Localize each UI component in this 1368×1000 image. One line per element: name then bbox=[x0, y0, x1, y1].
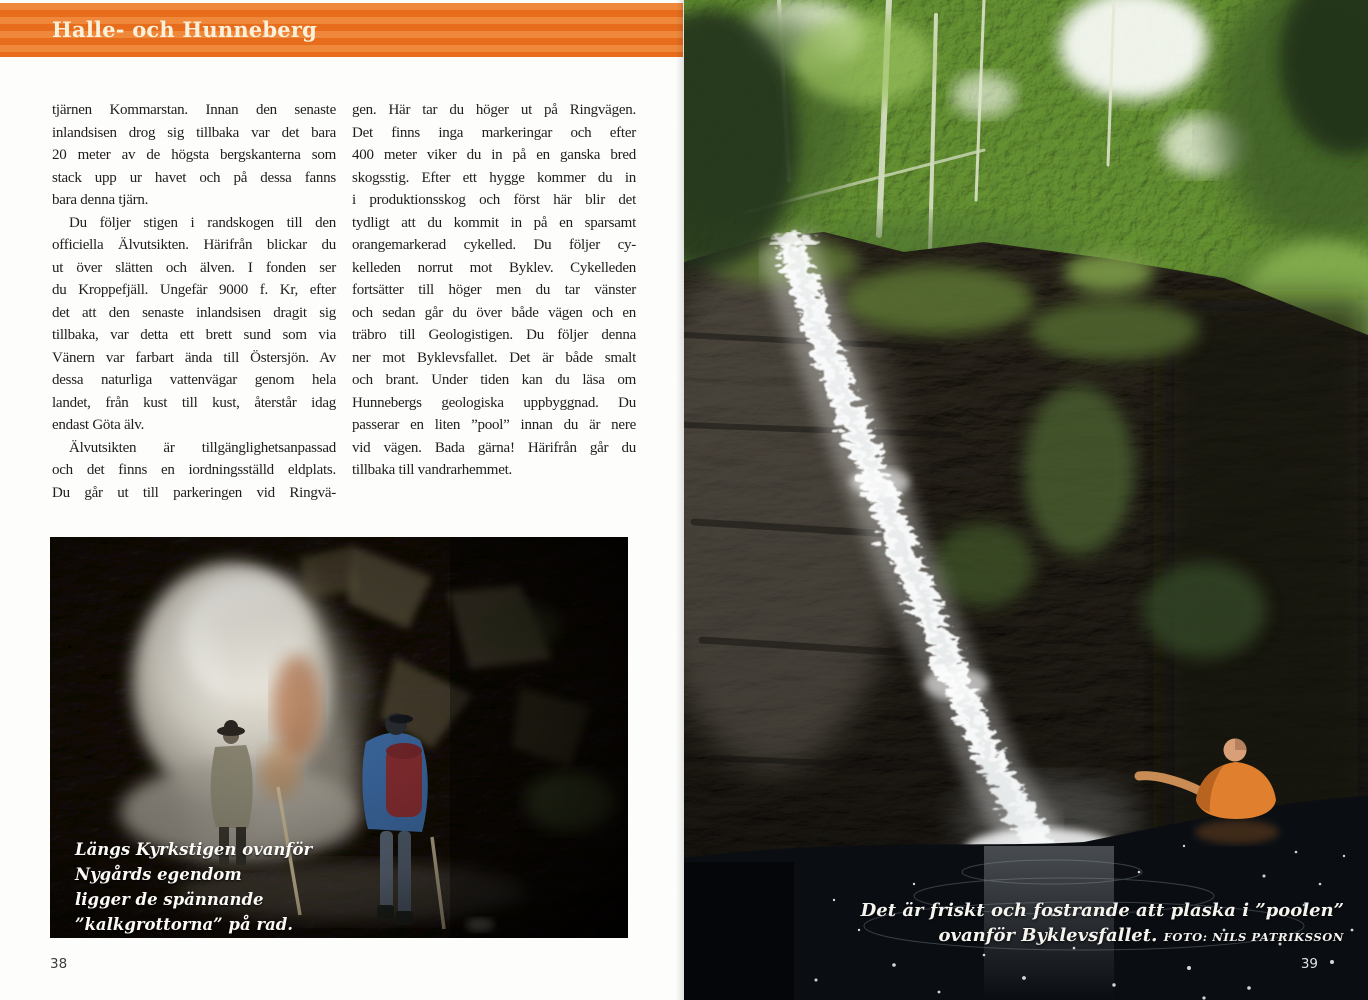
caption-line: ”kalkgrottorna” på rad. bbox=[75, 915, 294, 934]
caption-line: Nygårds egendom bbox=[75, 865, 242, 884]
body-text-line: vid vägen. Bada gärna! Härifrån går du bbox=[352, 439, 636, 456]
caption-line-text: ovanför Byklevsfallet. bbox=[938, 925, 1158, 946]
body-text-line: tillbaka till vandrarhemmet. bbox=[352, 462, 513, 478]
cave-photo-caption bbox=[75, 837, 312, 937]
body-text-line: bara denna tjärn. bbox=[52, 192, 149, 208]
body-text-line: fortsätter till höger men du tar vänster bbox=[352, 282, 636, 298]
body-text-line: landet, från kust till kust, återstår idag bbox=[52, 394, 336, 411]
waterfall-photo bbox=[684, 0, 1368, 1000]
body-text-line: tydligt att du kommit in på en sparsamt bbox=[352, 214, 636, 231]
body-text-line: träbro till Geologistigen. Du följer denna bbox=[352, 327, 636, 343]
body-text-line: det att den senaste inlandsisen dragit sig bbox=[52, 304, 336, 321]
chapter-banner bbox=[0, 3, 683, 57]
body-text-line: Hunnebergs geologiska uppbyggnad. Du bbox=[352, 394, 636, 411]
caption-line: Längs Kyrkstigen ovanför bbox=[75, 840, 313, 859]
caption-line: Det är friskt och fostrande att plaska i ”poolen” bbox=[860, 900, 1344, 921]
body-text-line: och sedan går du över både vägen och en bbox=[352, 304, 636, 321]
right-page bbox=[684, 0, 1368, 1000]
caption-line bbox=[861, 923, 1344, 950]
body-text-line: Det finns inga markeringar och efter bbox=[352, 124, 636, 141]
text-column-1 bbox=[52, 99, 336, 504]
body-text-line: och brant. Under tiden kan du läsa om bbox=[352, 372, 636, 388]
body-text-line: tjärnen Kommarstan. Innan den senaste bbox=[52, 102, 336, 118]
body-text-line: stack upp ur havet och på dessa fanns bbox=[52, 169, 336, 186]
body-text-line: gen. Här tar du höger ut på Ringvägen. bbox=[352, 102, 636, 118]
cave-photo-figure bbox=[50, 537, 628, 938]
body-text-line: endast Göta älv. bbox=[52, 417, 145, 433]
right-page-number: 39 bbox=[1300, 956, 1318, 972]
body-text-line: och det finns en iordningsställd eldplats. bbox=[52, 462, 336, 478]
body-text-line: officiella Älvutsikten. Härifrån blickar du bbox=[52, 237, 336, 253]
text-column-2 bbox=[352, 99, 636, 482]
body-text-line: tillbaka, var detta ett brett sund som via bbox=[52, 327, 336, 343]
chapter-title: Halle- och Hunneberg bbox=[52, 17, 317, 42]
body-text-line: orangemarkerad cykelled. Du följer cy- bbox=[352, 237, 636, 253]
left-page-number: 38 bbox=[50, 956, 68, 972]
body-text-line: i produktionsskog och först här blir det bbox=[352, 192, 636, 208]
body-text-line: skogsstig. Efter ett hygge kommer du in bbox=[352, 169, 636, 186]
waterfall-caption bbox=[861, 898, 1344, 950]
body-text-line: dessa naturliga vattenvägar genom hela bbox=[52, 372, 336, 388]
body-text-line: passerar en liten ”pool” innan du är nere bbox=[352, 417, 636, 433]
caption-line: ligger de spännande bbox=[75, 890, 264, 909]
body-text-line: Du följer stigen i randskogen till den bbox=[69, 214, 336, 231]
body-text-line: 400 meter viker du in på en ganska bred bbox=[352, 147, 636, 163]
body-text-line: ner mot Byklevsfallet. Det är både smalt bbox=[352, 349, 636, 366]
body-text-line: ut över slätten och älven. I fonden ser bbox=[52, 259, 336, 276]
body-text-line: Älvutsikten är tillgänglighetsanpassad bbox=[69, 439, 336, 456]
article-body bbox=[52, 99, 636, 509]
body-text-line: Du går ut till parkeringen vid Ringvä- bbox=[52, 484, 336, 501]
body-text-line: 20 meter av de högsta bergskanterna som bbox=[52, 147, 336, 163]
photo-credit: FOTO: NILS PATRIKSSON bbox=[1163, 930, 1344, 944]
body-text-line: du Kroppefjäll. Ungefär 9000 f. Kr, efter bbox=[52, 282, 336, 298]
body-text-line: inlandsisen drog sig tillbaka var det bara bbox=[52, 124, 336, 141]
body-text-line: Vänern var farbart ända till Östersjön. Av bbox=[52, 349, 336, 366]
body-text-line: kelleden norrut mot Byklev. Cykelleden bbox=[352, 259, 636, 276]
